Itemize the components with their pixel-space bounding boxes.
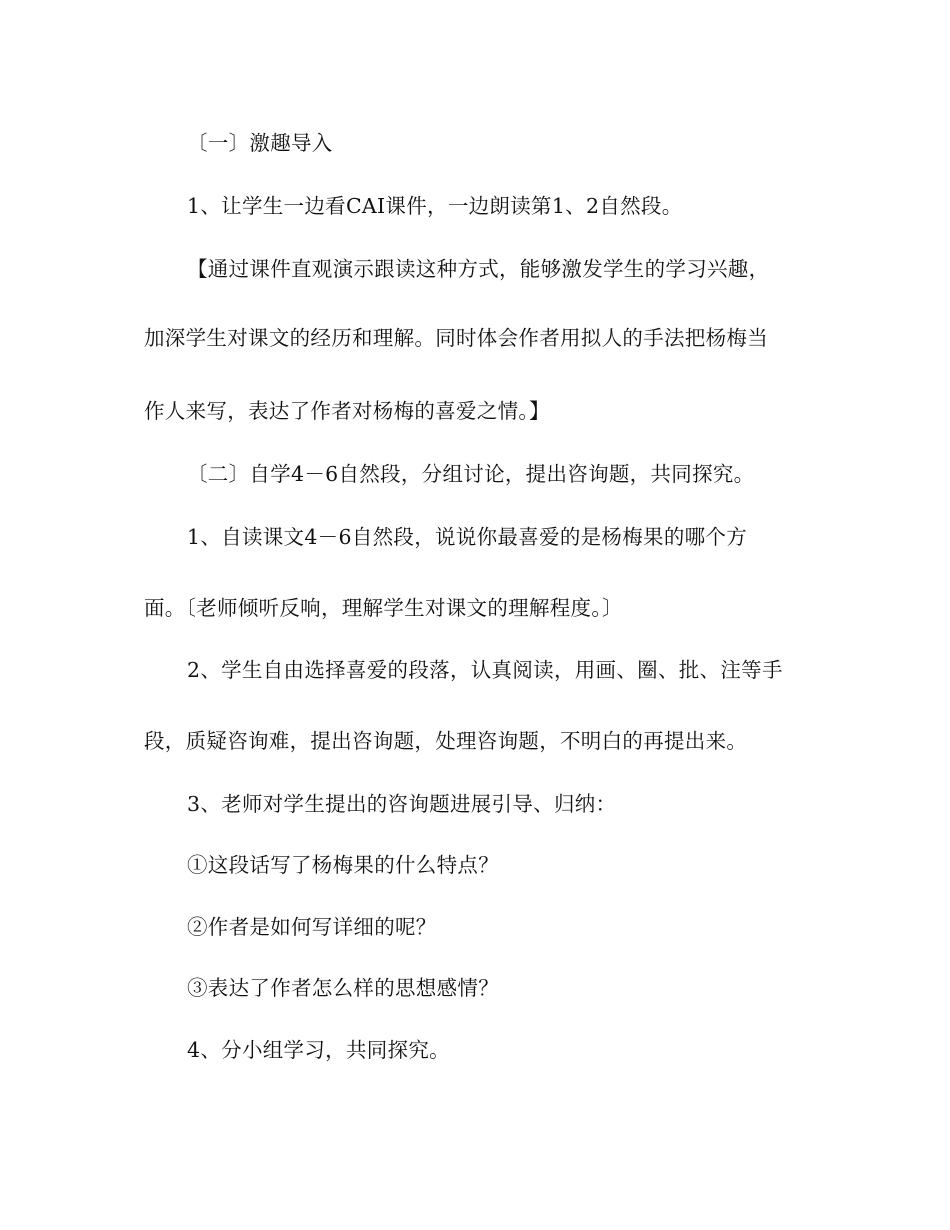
paragraph-line: 【通过课件直观演示跟读这种方式，能够激发学生的学习兴趣， <box>187 257 770 281</box>
paragraph-line: 3、老师对学生提出的咨询题进展引导、归纳： <box>187 792 617 816</box>
section-heading-2: 〔二〕自学4－6自然段，分组讨论，提出咨询题，共同探究。 <box>187 462 755 486</box>
paragraph-line: 段，质疑咨询难，提出咨询题，处理咨询题，不明白的再提出来。 <box>144 729 748 753</box>
paragraph-line: 1、自读课文4－6自然段，说说你最喜爱的是杨梅果的哪个方 <box>187 525 748 549</box>
section-heading-1: 〔一〕激趣导入 <box>187 131 333 155</box>
paragraph-line: 2、学生自由选择喜爱的段落，认真阅读，用画、圈、批、注等手 <box>187 658 783 682</box>
paragraph-line: 加深学生对课文的经历和理解。同时体会作者用拟人的手法把杨梅当 <box>144 326 768 350</box>
paragraph-line: 作人来写，表达了作者对杨梅的喜爱之情。】 <box>144 399 550 423</box>
list-item: ②作者是如何写详细的呢？ <box>187 915 437 939</box>
paragraph-line: 4、分小组学习，共同探究。 <box>187 1038 450 1062</box>
list-item: ①这段话写了杨梅果的什么特点？ <box>187 853 499 877</box>
paragraph-line: 1、让学生一边看CAI课件，一边朗读第1、2自然段。 <box>187 194 683 218</box>
list-item: ③表达了作者怎么样的思想感情？ <box>187 976 499 1000</box>
paragraph-line: 面。〔老师倾听反响，理解学生对课文的理解程度。〕 <box>144 596 623 620</box>
